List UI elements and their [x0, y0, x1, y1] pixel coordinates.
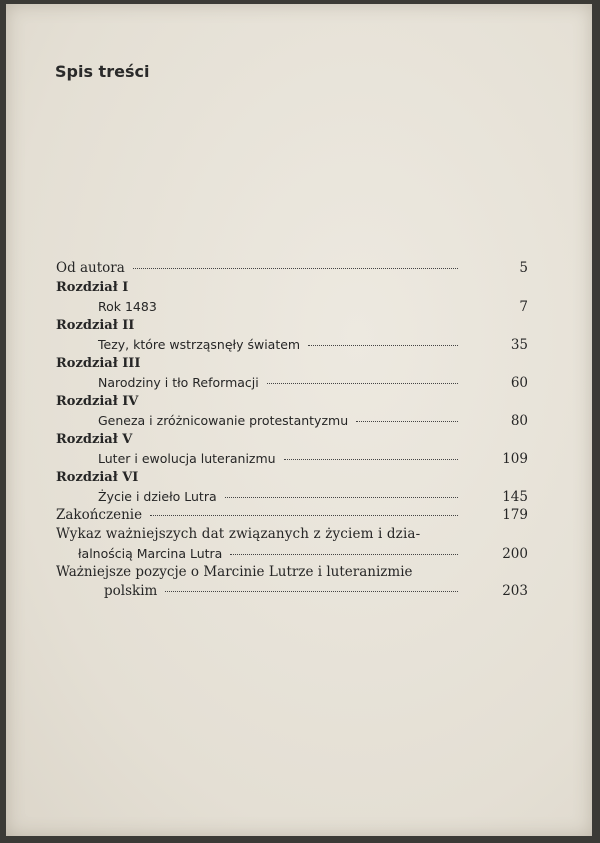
toc-entry-label: Geneza i zróżnicowanie protestantyzmu — [98, 413, 349, 428]
page-title: Spis treści — [55, 62, 150, 81]
dot-leader — [267, 382, 458, 384]
toc-page-number: 200 — [502, 546, 528, 562]
toc-entry-label: Wykaz ważniejszych dat związanych z życiem i dzia- — [56, 526, 421, 542]
toc-entry-label: Luter i ewolucja luteranizmu — [98, 451, 276, 466]
toc-entry-pozycje-line1 — [56, 563, 528, 582]
toc-page-number: 5 — [519, 260, 528, 276]
toc-entry-label: Życie i dzieło Lutra — [98, 489, 217, 504]
toc-entry-zakonczenie — [56, 506, 528, 525]
toc-chapter-heading: Rozdział II — [56, 318, 135, 333]
toc-entry-label: polskim — [104, 583, 158, 599]
toc-page-number: 80 — [510, 413, 528, 429]
dot-leader — [165, 590, 458, 592]
toc-entry-rozdzial-4 — [56, 411, 528, 430]
toc-page-number: 203 — [502, 583, 528, 599]
book-page — [6, 4, 592, 836]
toc-page-number: 179 — [502, 507, 528, 523]
toc-page-number: 35 — [510, 337, 528, 353]
toc-entry-rozdzial-6 — [56, 487, 528, 506]
dot-leader — [308, 344, 458, 346]
toc-entry-label: Od autora — [56, 260, 125, 276]
toc-entry-label: Narodziny i tło Reformacji — [98, 375, 259, 390]
dot-leader — [230, 553, 458, 555]
toc-entry-pozycje — [56, 582, 528, 601]
toc-entry-label: Ważniejsze pozycje o Marcinie Lutrze i luteranizmie — [56, 564, 413, 580]
toc-entry-rozdzial-1 — [56, 297, 528, 316]
toc-entry-label: Rok 1483 — [98, 299, 157, 314]
toc-page-number: 145 — [502, 489, 528, 505]
toc-entry-wykaz — [56, 544, 528, 563]
toc-entry-rozdzial-3 — [56, 373, 528, 392]
dot-leader — [133, 267, 458, 269]
toc-chapter-heading: Rozdział IV — [56, 394, 139, 409]
toc-page-number: 7 — [519, 299, 528, 315]
toc-entry-od-autora — [56, 259, 528, 278]
toc-entry-wykaz-line1 — [56, 525, 528, 544]
dot-leader — [284, 458, 458, 460]
toc-entry-label: łalnością Marcina Lutra — [78, 546, 223, 561]
toc-page-number: 60 — [510, 375, 528, 391]
toc-chapter-heading: Rozdział VI — [56, 470, 139, 485]
dot-leader — [225, 496, 458, 498]
table-of-contents — [56, 259, 528, 601]
toc-entry-label: Tezy, które wstrząsnęły światem — [98, 337, 301, 352]
toc-entry-rozdzial-5 — [56, 449, 528, 468]
dot-leader — [150, 514, 458, 516]
toc-entry-rozdzial-2 — [56, 335, 528, 354]
toc-chapter-heading: Rozdział V — [56, 432, 133, 447]
toc-chapter-heading: Rozdział III — [56, 356, 141, 371]
toc-chapter-heading: Rozdział I — [56, 280, 129, 295]
toc-entry-label: Zakończenie — [56, 507, 143, 523]
dot-leader — [356, 420, 458, 422]
toc-page-number: 109 — [502, 451, 528, 467]
